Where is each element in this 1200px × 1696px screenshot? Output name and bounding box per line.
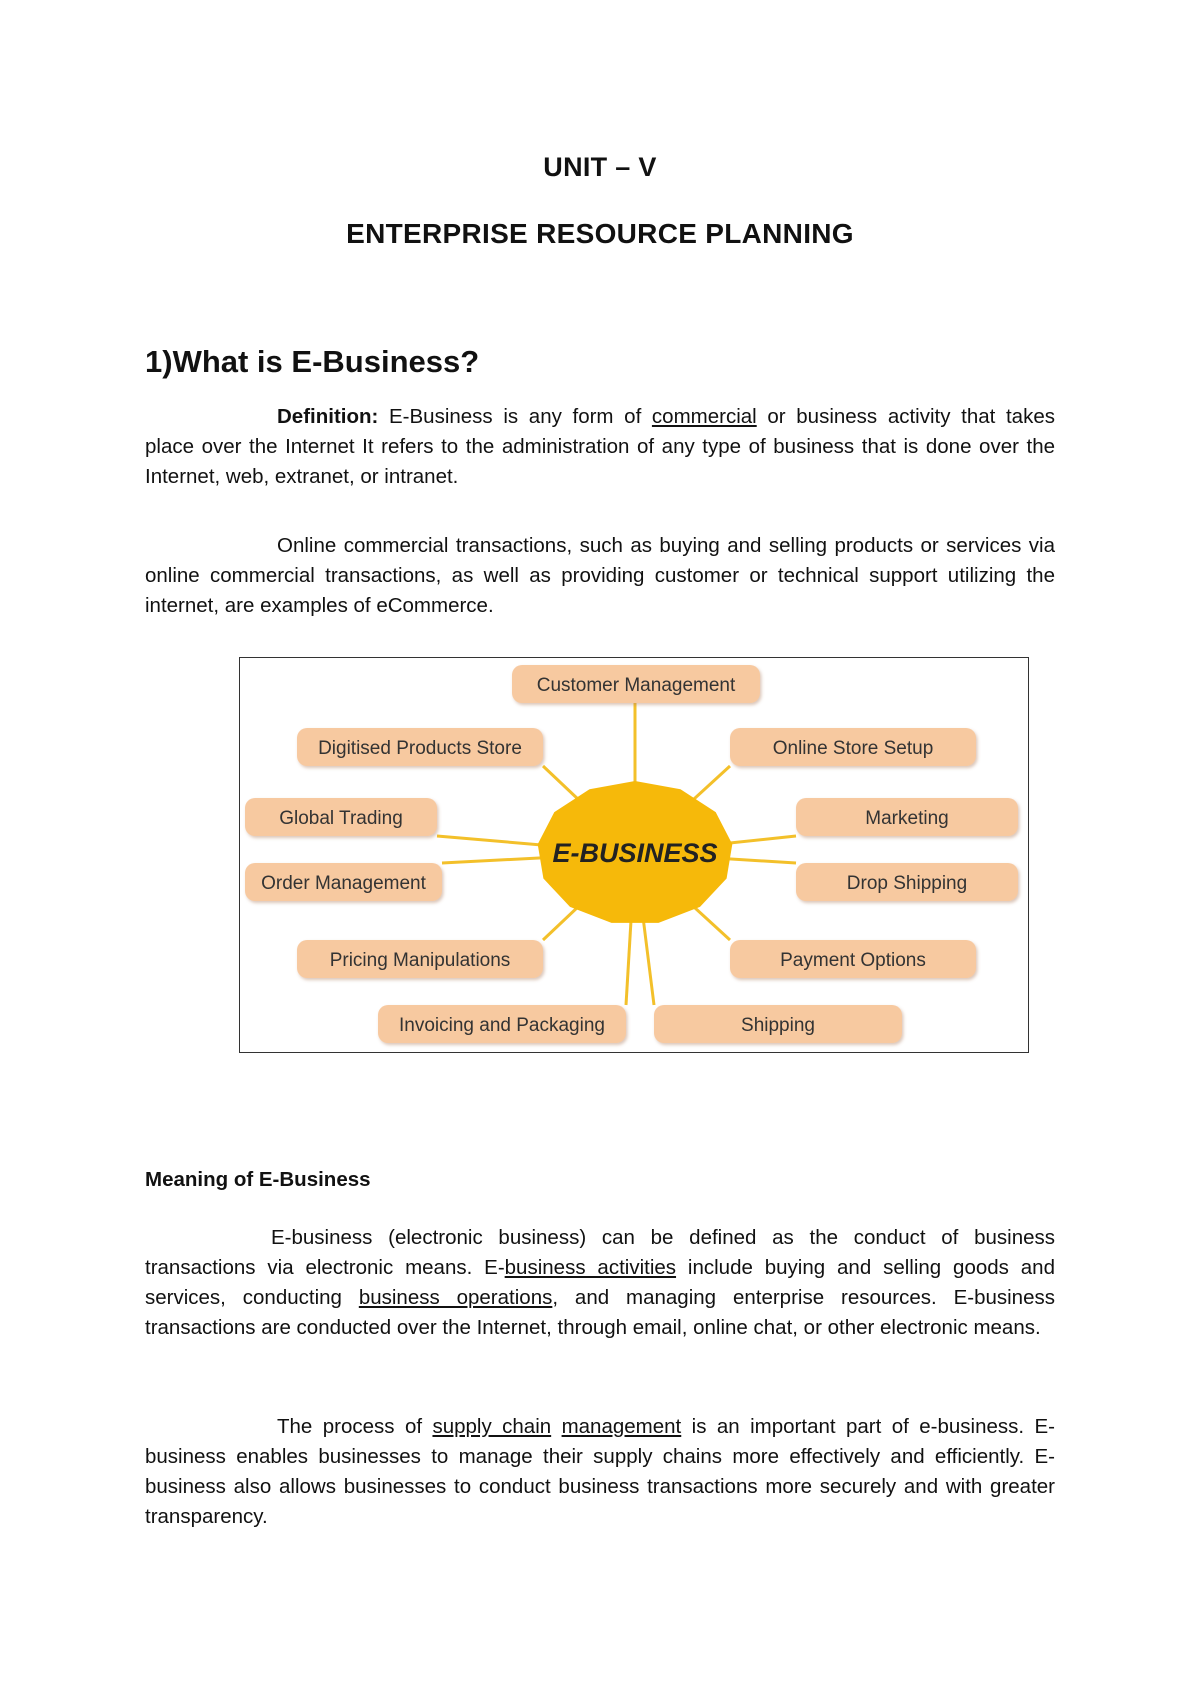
process-text-b: is an important part of e-business. E-business enables businesses to manage their supply chains more effectively and efficiently. E-business also allows businesses to conduct business transactions more securely and with greater transparency.	[145, 1415, 1055, 1528]
node-label: Invoicing and Packaging	[399, 1015, 605, 1036]
business-operations-link[interactable]: business operations	[358, 1286, 553, 1309]
node-label: Global Trading	[279, 808, 403, 829]
online-transactions-paragraph: Online commercial transactions, such as buying and selling products or services via online commercial transactions, as well as providing customer or technical support utilizing the internet, are examples of eCommerce.	[145, 534, 1055, 617]
node-label: Shipping	[741, 1015, 815, 1036]
meaning-text-b: include buying and selling goods and services, conducting	[145, 1256, 1055, 1309]
node-label: Online Store Setup	[772, 738, 934, 759]
definition-label: Definition:	[277, 405, 379, 428]
node-global-trading	[245, 798, 437, 836]
section-heading-what-is-ebusiness: 1)What is E-Business?	[145, 344, 480, 379]
node-shipping	[654, 1005, 902, 1043]
node-digitised-products-store	[297, 728, 543, 766]
node-label: Customer Management	[536, 675, 736, 696]
business-activities-link[interactable]: business activities	[504, 1256, 677, 1279]
meaning-text-a: E-business (electronic business) can be defined as the conduct of business transactions via electronic means. E-	[145, 1226, 1055, 1279]
node-customer-management	[512, 665, 760, 703]
node-label: Digitised Products Store	[318, 738, 522, 759]
node-pricing-manipulations	[297, 940, 543, 978]
node-invoicing-and-packaging	[378, 1005, 626, 1043]
definition-text-a: E-Business is any form of	[378, 405, 652, 428]
node-payment-options	[730, 940, 976, 978]
ebusiness-diagram-svg	[240, 658, 1030, 1054]
node-label: Order Management	[261, 873, 426, 894]
node-drop-shipping	[796, 863, 1018, 901]
process-space	[551, 1415, 561, 1438]
unit-title: UNIT – V	[543, 152, 657, 182]
node-order-management	[245, 863, 442, 901]
commercial-link[interactable]: commercial	[651, 405, 757, 428]
ebusiness-diagram	[239, 657, 1029, 1053]
node-label: Pricing Manipulations	[329, 950, 511, 971]
page-title: ENTERPRISE RESOURCE PLANNING	[346, 218, 854, 249]
node-label: Payment Options	[780, 950, 926, 971]
center-label: E-BUSINESS	[552, 838, 718, 868]
node-online-store-setup	[730, 728, 976, 766]
management-link[interactable]: management	[561, 1415, 682, 1438]
node-marketing	[796, 798, 1018, 836]
definition-paragraph	[145, 402, 1055, 492]
process-text-a: The process of	[277, 1415, 433, 1438]
node-label: Drop Shipping	[846, 873, 968, 894]
meaning-text-c: , and managing enterprise resources. E-business transactions are conducted over the Internet, through email, online chat, or other electronic means.	[145, 1286, 1055, 1339]
section-heading-meaning: Meaning of E-Business	[145, 1168, 371, 1191]
meaning-paragraph	[145, 1223, 1055, 1343]
definition-text-b: or business activity that takes place over the Internet It refers to the administration of any type of business that is done over the Internet, web, extranet, or intranet.	[145, 405, 1055, 488]
process-paragraph	[145, 1412, 1055, 1532]
supply-chain-link[interactable]: supply chain	[432, 1415, 552, 1438]
node-label: Marketing	[865, 808, 949, 829]
